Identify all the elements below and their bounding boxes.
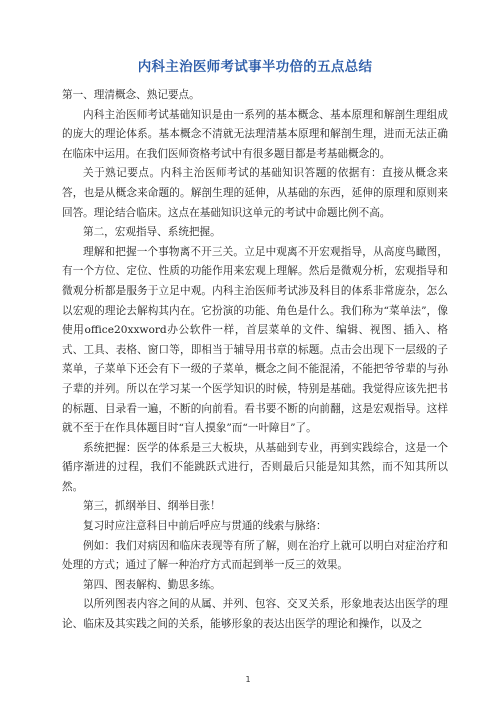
document-body [62, 86, 448, 635]
paragraph: 第二，宏观指导、系统把握。 [83, 226, 221, 239]
paragraph: 关于熟记要点。内科主治医师考试的基础知识答题的依据有：直接从概念来答，也是从概念来命题的。解剖生理的延伸，从基础的东西，延伸的原理和原则来回答。理论结合临床。这点在基础知识这单元的考试中命题比例不高。 [62, 167, 448, 219]
paragraph: 复习时应注意科目中前后呼应与贯通的线索与脉络： [83, 520, 327, 533]
paragraph: 第四、图表解构、勤思多练。 [83, 578, 221, 591]
paragraph: 系统把握：医学的体系是三大板块，从基础到专业，再到实践综合，这是一个循序渐进的过程，我们不能跳跃式进行，否则最后只能是知其然，而不知其所以然。 [62, 441, 448, 493]
paragraph: 第一、理清概念、熟记要点。 [62, 89, 200, 101]
document-title: 内科主治医师考试事半功倍的五点总结 [137, 59, 373, 75]
paragraph: 例如：我们对病因和临床表现等有所了解，则在治疗上就可以明白对症治疗和处理的方式；通过了解一种治疗方式而起到举一反三的效果。 [62, 539, 448, 572]
paragraph: 以所列图表内容之间的从属、并列、包容、交叉关系，形象地表达出医学的理论、临床及其实践之间的关系，能够形象的表达出医学的理论和操作，以及之 [62, 598, 448, 631]
paragraph: 内科主治医师考试基础知识是由一系列的基本概念、基本原理和解剖生理组成的庞大的理论体系。基本概念不清就无法理清基本原理和解剖生理，进而无法正确在临床中运用。在我们医师资格考试中有很多题目都是考基础概念的。 [62, 108, 448, 160]
page-number: 1 [245, 675, 251, 684]
paragraph: 第三，抓纲举目、纲举目张！ [83, 500, 221, 513]
paragraph: 理解和把握一个事物离不开三关。立足中观离不开宏观指导，从高度鸟瞰图，有一个方位、定位、性质的功能作用来宏观上理解。然后是微观分析，宏观指导和微观分析都是服务于立足中观。内科主治医师考试涉及科目的体系非常庞杂，怎么以宏观的理论去解构其内在。它扮演的功能、角色是什么。我们称为“菜单法”，像使用office20xxword办公软件一样，首层菜单的文件、编辑、视图、插入、格式、工具、表格、窗口等，即相当于辅导用书章的标题。点击会出现下一层级的子菜单，子菜单下还会有下一级的子菜单，概念之间不能混淆，不能把爷爷辈的与孙子辈的并列。所以在学习某一个医学知识的时候，特别是基础。我觉得应该先把书的标题、目录看一遍，不断的向前看。看书要不断的向前翻，这是宏观指导。这样就不至于在作具体题目时“盲人摸象”而“一叶障目”了。 [62, 245, 448, 435]
